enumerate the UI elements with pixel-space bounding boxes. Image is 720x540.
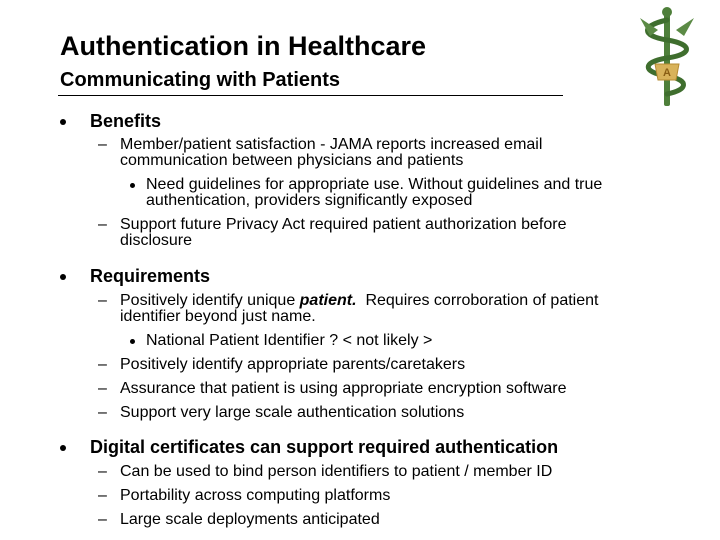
bullet-dot <box>60 119 66 125</box>
section-heading: Requirements <box>90 266 211 286</box>
bullet-dot <box>130 339 135 344</box>
svg-text:A: A <box>663 67 671 79</box>
caduceus-icon <box>636 6 698 108</box>
slide-subtitle: Communicating with Patients <box>60 69 341 91</box>
title-divider <box>58 95 563 96</box>
section-heading: Benefits <box>90 111 162 131</box>
bullet-dot <box>130 183 135 188</box>
section-heading: Digital certificates can support required authentication <box>90 437 559 457</box>
slide-title: Authentication in Healthcare <box>60 31 427 61</box>
bullet-dot <box>60 274 66 280</box>
bullet-dot <box>60 445 66 451</box>
